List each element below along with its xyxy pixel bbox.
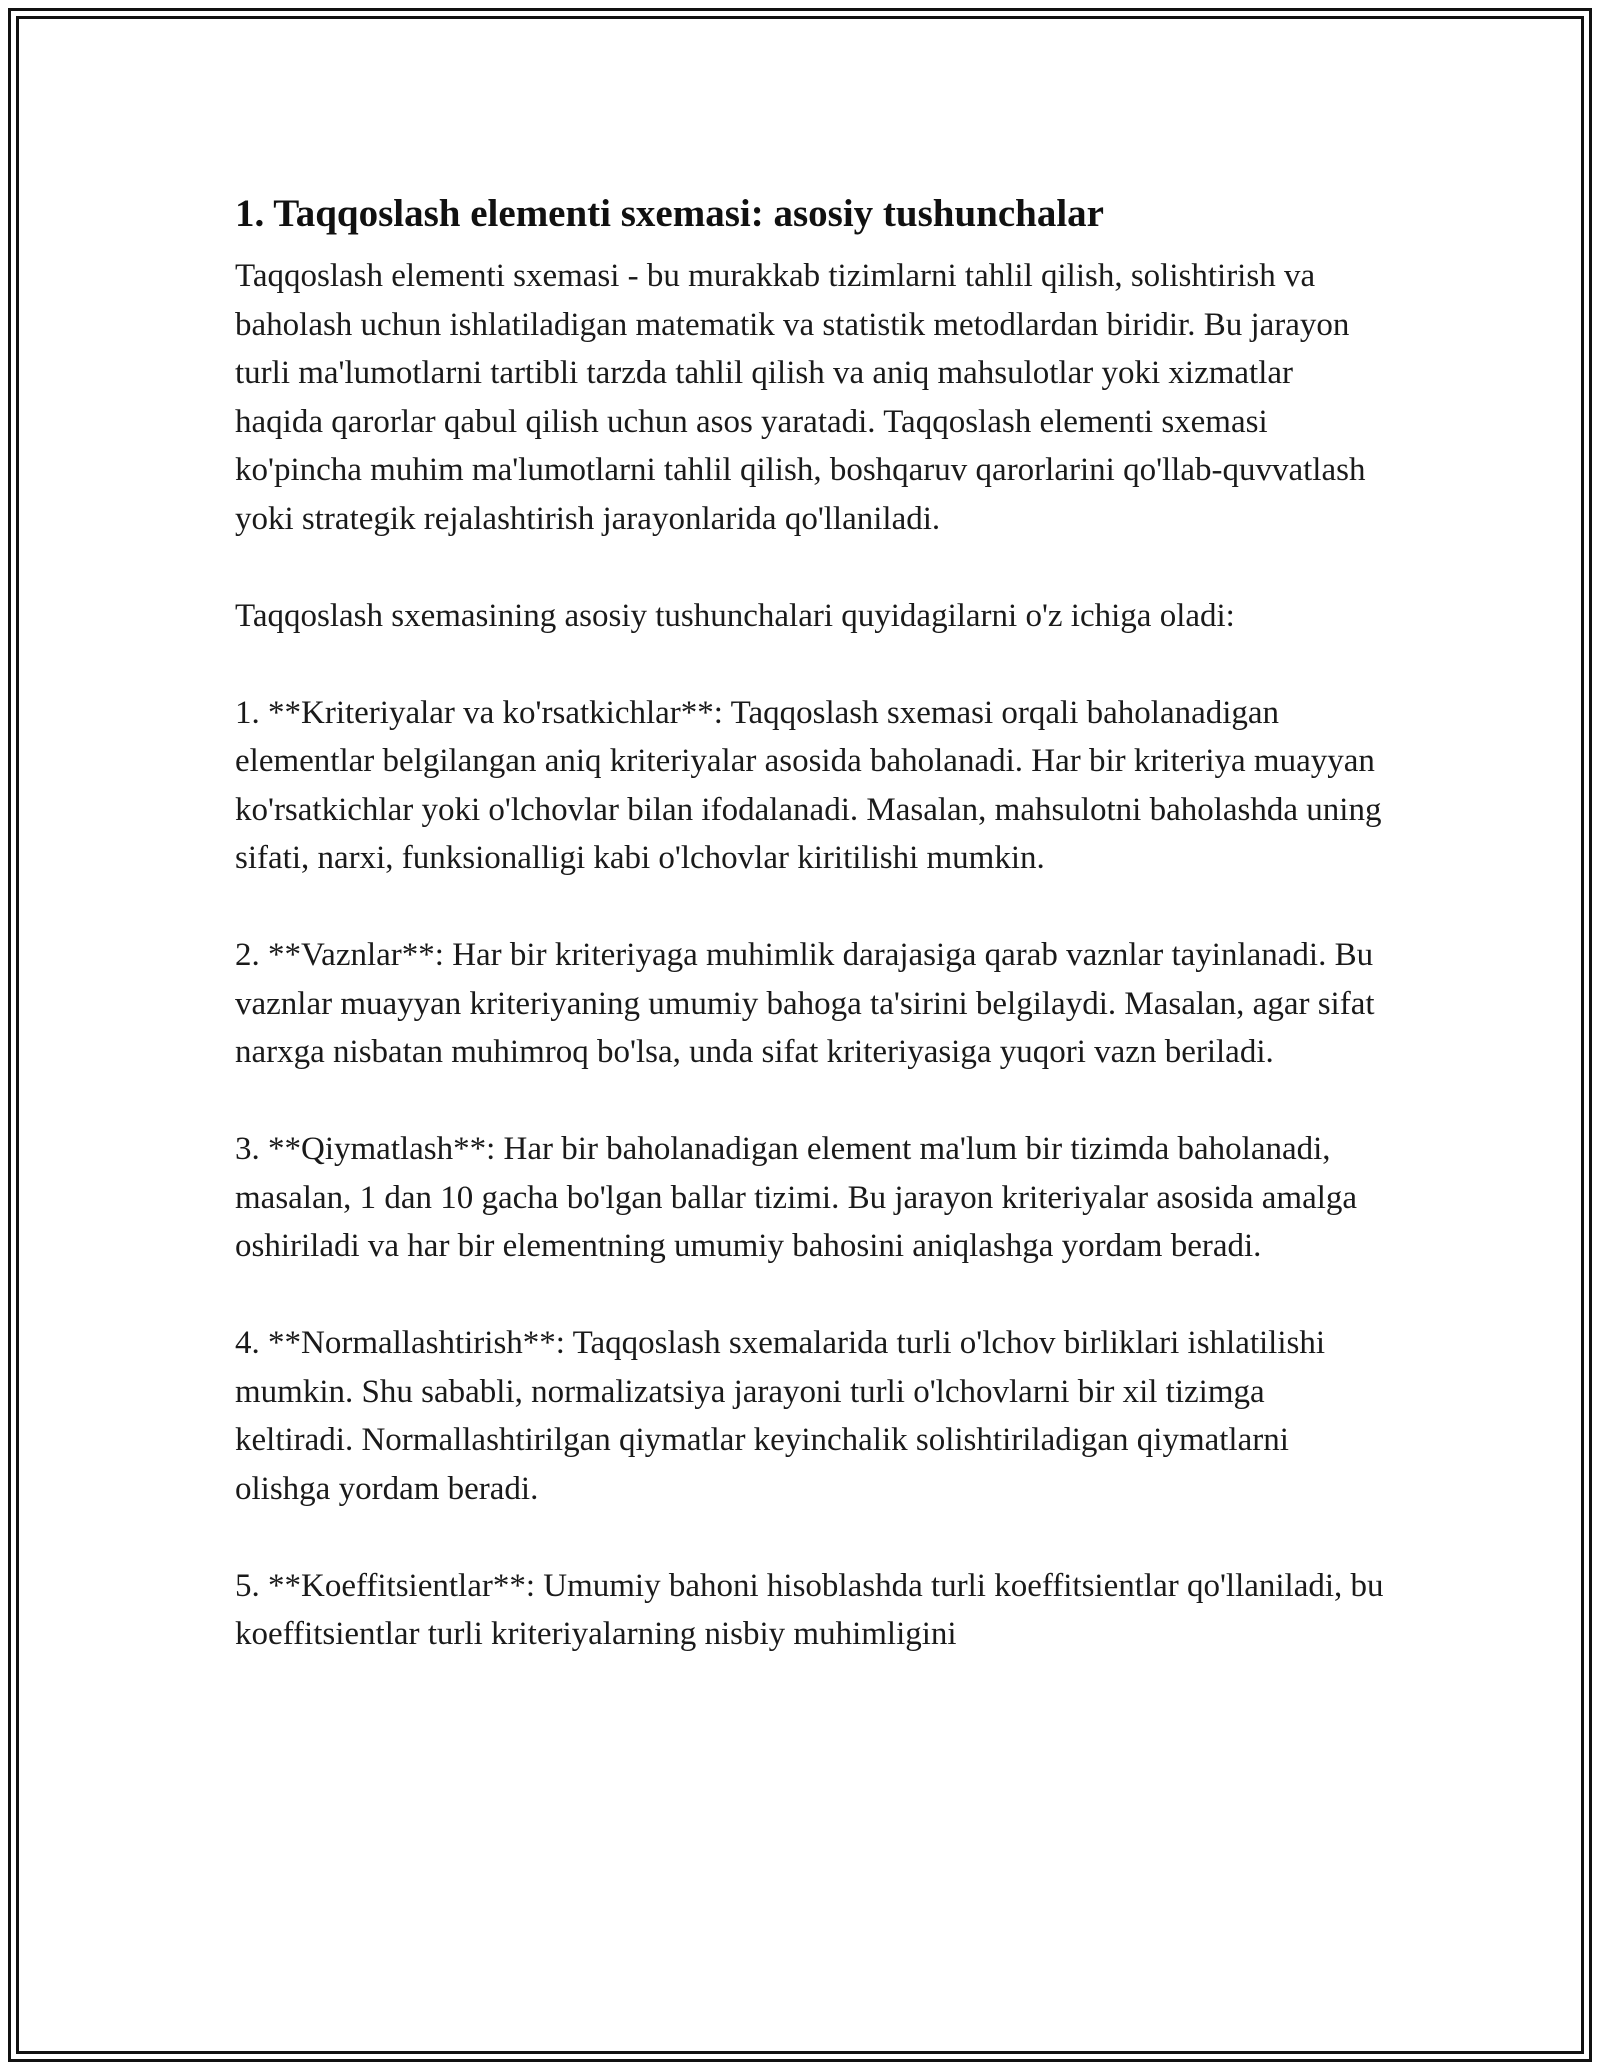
document-title: 1. Taqqoslash elementi sxemasi: asosiy tushunchalar xyxy=(235,192,1104,235)
intro-paragraph: Taqqoslash elementi sxemasi - bu murakkab tizimlarni tahlil qilish, solishtirish va baholash uchun ishlatiladigan matematik va statistik metodlardan biridir. Bu jarayon turli ma'lumotlarni tartibli tarzda tahlil qilish va aniq mahsulotlar yoki xizmatlar haqida qarorlar qabul qilish uchun asos yaratadi. Taqqoslash elementi sxemasi ko'pincha muhim ma'lumotlarni tahlil qilish, boshqaruv qarorlarini qo'llab-quvvatlash yoki strategik rejalashtirish jarayonlarida qo'llaniladi. xyxy=(235,258,1366,537)
list-item-normalization: 4. **Normallashtirish**: Taqqoslash sxemalarida turli o'lchov birliklari ishlatilishi mumkin. Shu sababli, normalizatsiya jarayoni turli o'lchovlarni bir xil tizimga keltiradi. Normallashtirilgan qiymatlar keyinchalik solishtiriladigan qiymatlarni olishga yordam beradi. xyxy=(235,1325,1326,1507)
document-body xyxy=(235,188,1385,1707)
list-item-coefficients: 5. **Koeffitsientlar**: Umumiy bahoni hisoblashda turli koeffitsientlar qo'llaniladi, bu koeffitsientlar turli kriteriyalarning nisbiy muhimligini xyxy=(235,1567,1384,1652)
list-item-weights: 2. **Vaznlar**: Har bir kriteriyaga muhimlik darajasiga qarab vaznlar tayinlanadi. Bu vaznlar muayyan kriteriyaning umumiy bahoga ta'sirini belgilaydi. Masalan, agar sifat narxga nisbatan muhimroq bo'lsa, unda sifat kriteriyasiga yuqori vazn beriladi. xyxy=(235,937,1375,1070)
list-item-criteria: 1. **Kriteriyalar va ko'rsatkichlar**: Taqqoslash sxemasi orqali baholanadigan elementlar belgilangan aniq kriteriyalar asosida baholanadi. Har bir kriteriya muayyan ko'rsatkichlar yoki o'lchovlar bilan ifodalanadi. Masalan, mahsulotni baholashda uning sifati, narxi, funksionalligi kabi o'lchovlar kiritilishi mumkin. xyxy=(235,694,1382,876)
list-item-valuation: 3. **Qiymatlash**: Har bir baholanadigan element ma'lum bir tizimda baholanadi, masalan, 1 dan 10 gacha bo'lgan ballar tizimi. Bu jarayon kriteriyalar asosida amalga oshiriladi va har bir elementning umumiy bahosini aniqlashga yordam beradi. xyxy=(235,1131,1358,1264)
concepts-intro-paragraph: Taqqoslash sxemasining asosiy tushunchalari quyidagilarni o'z ichiga oladi: xyxy=(235,597,1235,634)
